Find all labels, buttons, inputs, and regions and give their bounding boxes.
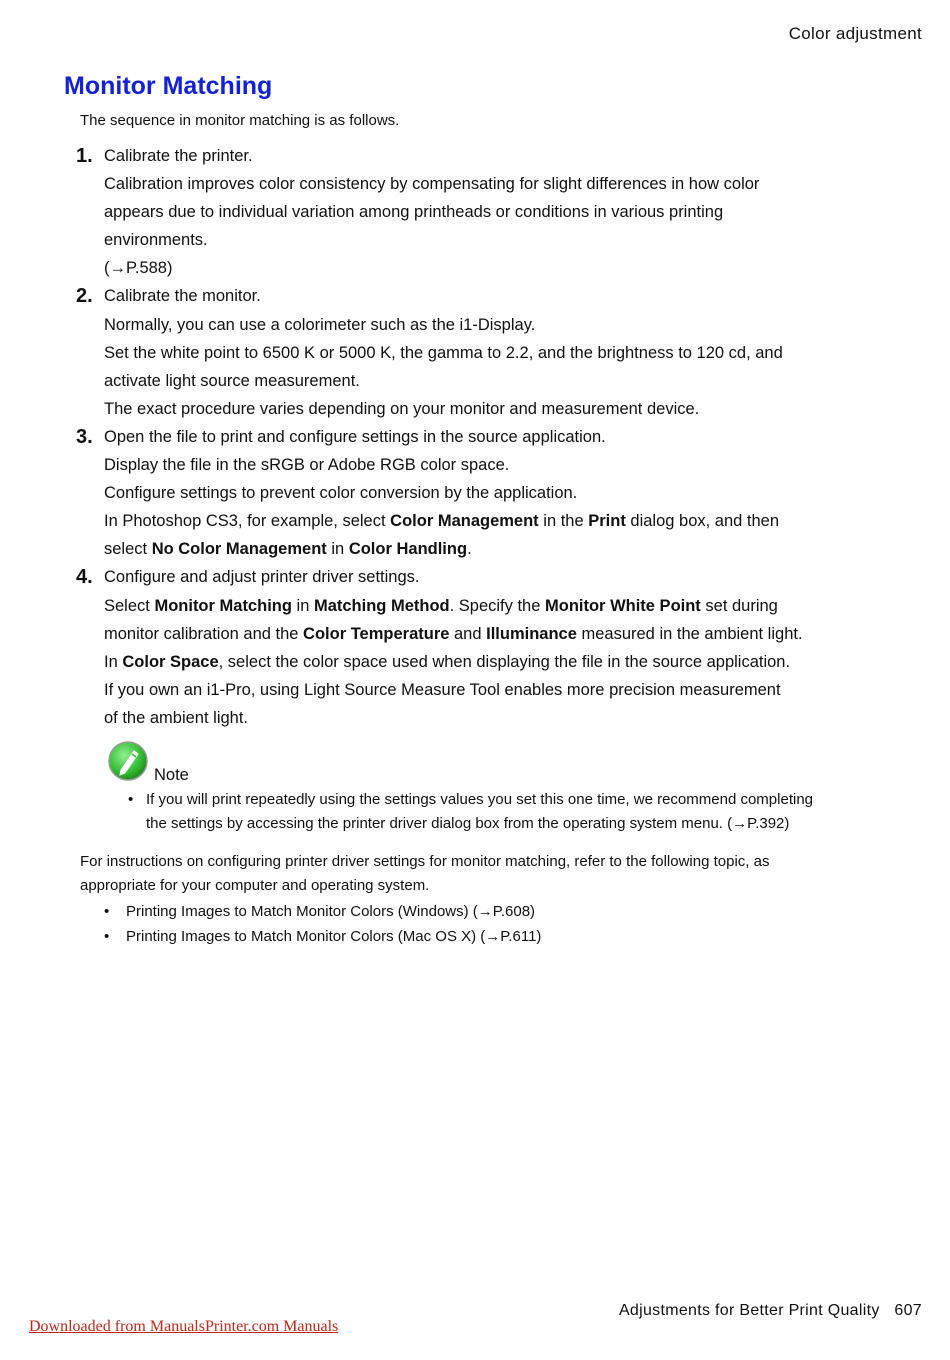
ui-term: Color Management xyxy=(390,512,539,531)
text-segment: Display the file in the sRGB or Adobe RGB color space. xyxy=(104,456,510,475)
text-segment: Configure and adjust printer driver settings. xyxy=(104,568,420,587)
download-source-link[interactable]: Downloaded from ManualsPrinter.com Manuals xyxy=(29,1318,339,1335)
text-segment: in xyxy=(291,596,314,615)
page-title: Monitor Matching xyxy=(64,72,273,100)
ui-term: Color Space xyxy=(122,652,219,671)
ui-term: Matching Method xyxy=(313,596,450,615)
step-number: 2. xyxy=(76,285,93,308)
step-line xyxy=(104,648,876,676)
note-item-line: the settings by accessing the printer driver dialog box from the operating system menu. (→P.392) xyxy=(146,815,790,832)
step-line xyxy=(104,367,876,395)
step-line xyxy=(104,451,876,479)
text-segment: of the ambient light. xyxy=(104,708,249,727)
step-line xyxy=(104,282,876,310)
step-line xyxy=(104,563,876,591)
ui-term: Monitor White Point xyxy=(545,596,701,615)
step-line xyxy=(104,704,876,732)
step-item xyxy=(76,282,876,422)
chapter-title: Adjustments for Better Print Quality xyxy=(618,1302,880,1319)
step-number: 3. xyxy=(76,425,93,448)
step-line xyxy=(104,592,876,620)
page-number: 607 xyxy=(894,1302,922,1319)
step-line xyxy=(104,226,876,254)
step-item xyxy=(76,423,876,563)
steps-list xyxy=(76,142,876,732)
text-segment: and xyxy=(449,624,487,643)
step-line xyxy=(104,479,876,507)
text-segment: . Specify the xyxy=(449,596,545,615)
text-segment: If you own an i1-Pro, using Light Source Measure Tool enables more precision measurement xyxy=(104,680,781,699)
step-line xyxy=(104,311,876,339)
step-line xyxy=(104,395,876,423)
text-segment: dialog box, and then xyxy=(625,512,780,531)
instructions-line: For instructions on configuring printer driver settings for monitor matching, refer to the following topic, as xyxy=(80,853,770,870)
text-segment: Calibrate the printer. xyxy=(104,147,253,165)
step-line xyxy=(104,507,876,535)
page-footer xyxy=(619,1302,922,1320)
topic-link-label[interactable]: Printing Images to Match Monitor Colors (Mac OS X) (→P.611) xyxy=(126,928,542,945)
text-segment: Configure settings to prevent color conversion by the application. xyxy=(104,484,578,503)
ui-term: Color Temperature xyxy=(303,624,450,643)
intro-text: The sequence in monitor matching is as follows. xyxy=(80,112,400,129)
step-line xyxy=(104,142,876,170)
bullet: • xyxy=(128,791,134,808)
text-segment: Select xyxy=(104,596,155,615)
note-item xyxy=(128,788,886,836)
section-header: Color adjustment xyxy=(788,24,922,43)
text-segment: Normally, you can use a colorimeter such as the i1-Display. xyxy=(104,315,536,334)
text-segment: The exact procedure varies depending on your monitor and measurement device. xyxy=(104,399,700,418)
bullet: • xyxy=(104,928,110,945)
ui-term: Color Handling xyxy=(348,540,468,559)
step-line xyxy=(104,254,876,282)
text-segment: Open the file to print and configure settings in the source application. xyxy=(104,427,606,446)
text-segment: . xyxy=(467,540,472,559)
note-block xyxy=(106,740,886,836)
text-segment: measured in the ambient light. xyxy=(576,624,803,643)
text-segment: In xyxy=(104,652,123,671)
instructions-line: appropriate for your computer and operating system. xyxy=(80,876,430,894)
pencil-note-icon xyxy=(106,740,152,784)
step-line xyxy=(104,170,876,198)
step-line xyxy=(104,676,876,704)
text-segment: in xyxy=(326,540,349,559)
ui-term: Print xyxy=(588,512,626,531)
text-segment: Set the white point to 6500 K or 5000 K, the gamma to 2.2, and the brightness to 120 cd, and xyxy=(104,343,783,362)
text-segment: appears due to individual variation among printheads or conditions in various printing xyxy=(104,203,724,222)
topic-link-windows[interactable] xyxy=(104,899,880,924)
text-segment: select xyxy=(104,540,152,559)
bullet: • xyxy=(104,903,110,920)
text-segment: set during xyxy=(700,596,778,615)
note-item-line: If you will print repeatedly using the settings values you set this one time, we recommend completing xyxy=(146,791,814,808)
step-line xyxy=(104,620,876,648)
step-line xyxy=(104,423,876,451)
ui-term: No Color Management xyxy=(151,540,327,559)
topic-link-mac[interactable] xyxy=(104,924,880,949)
step-number: 1. xyxy=(76,145,93,167)
step-line xyxy=(104,198,876,226)
text-segment: Calibrate the monitor. xyxy=(104,287,261,306)
text-segment: activate light source measurement. xyxy=(104,371,360,390)
ui-term: Illuminance xyxy=(486,624,577,643)
text-segment: monitor calibration and the xyxy=(104,624,304,643)
text-segment: In Photoshop CS3, for example, select xyxy=(104,512,391,531)
step-line xyxy=(104,535,876,563)
topic-link-label[interactable]: Printing Images to Match Monitor Colors (Windows) (→P.608) xyxy=(126,903,536,920)
note-label: Note xyxy=(154,766,189,784)
step-item xyxy=(76,142,876,282)
step-line xyxy=(104,339,876,367)
step-item xyxy=(76,563,876,732)
text-segment: (→P.588) xyxy=(104,259,173,278)
text-segment: , select the color space used when displaying the file in the source application. xyxy=(218,652,791,671)
instructions-block xyxy=(80,850,880,949)
text-segment: environments. xyxy=(104,231,208,250)
text-segment: in the xyxy=(538,512,589,531)
ui-term: Monitor Matching xyxy=(154,596,292,615)
step-number: 4. xyxy=(76,566,93,589)
text-segment: Calibration improves color consistency by compensating for slight differences in how color xyxy=(104,175,760,194)
